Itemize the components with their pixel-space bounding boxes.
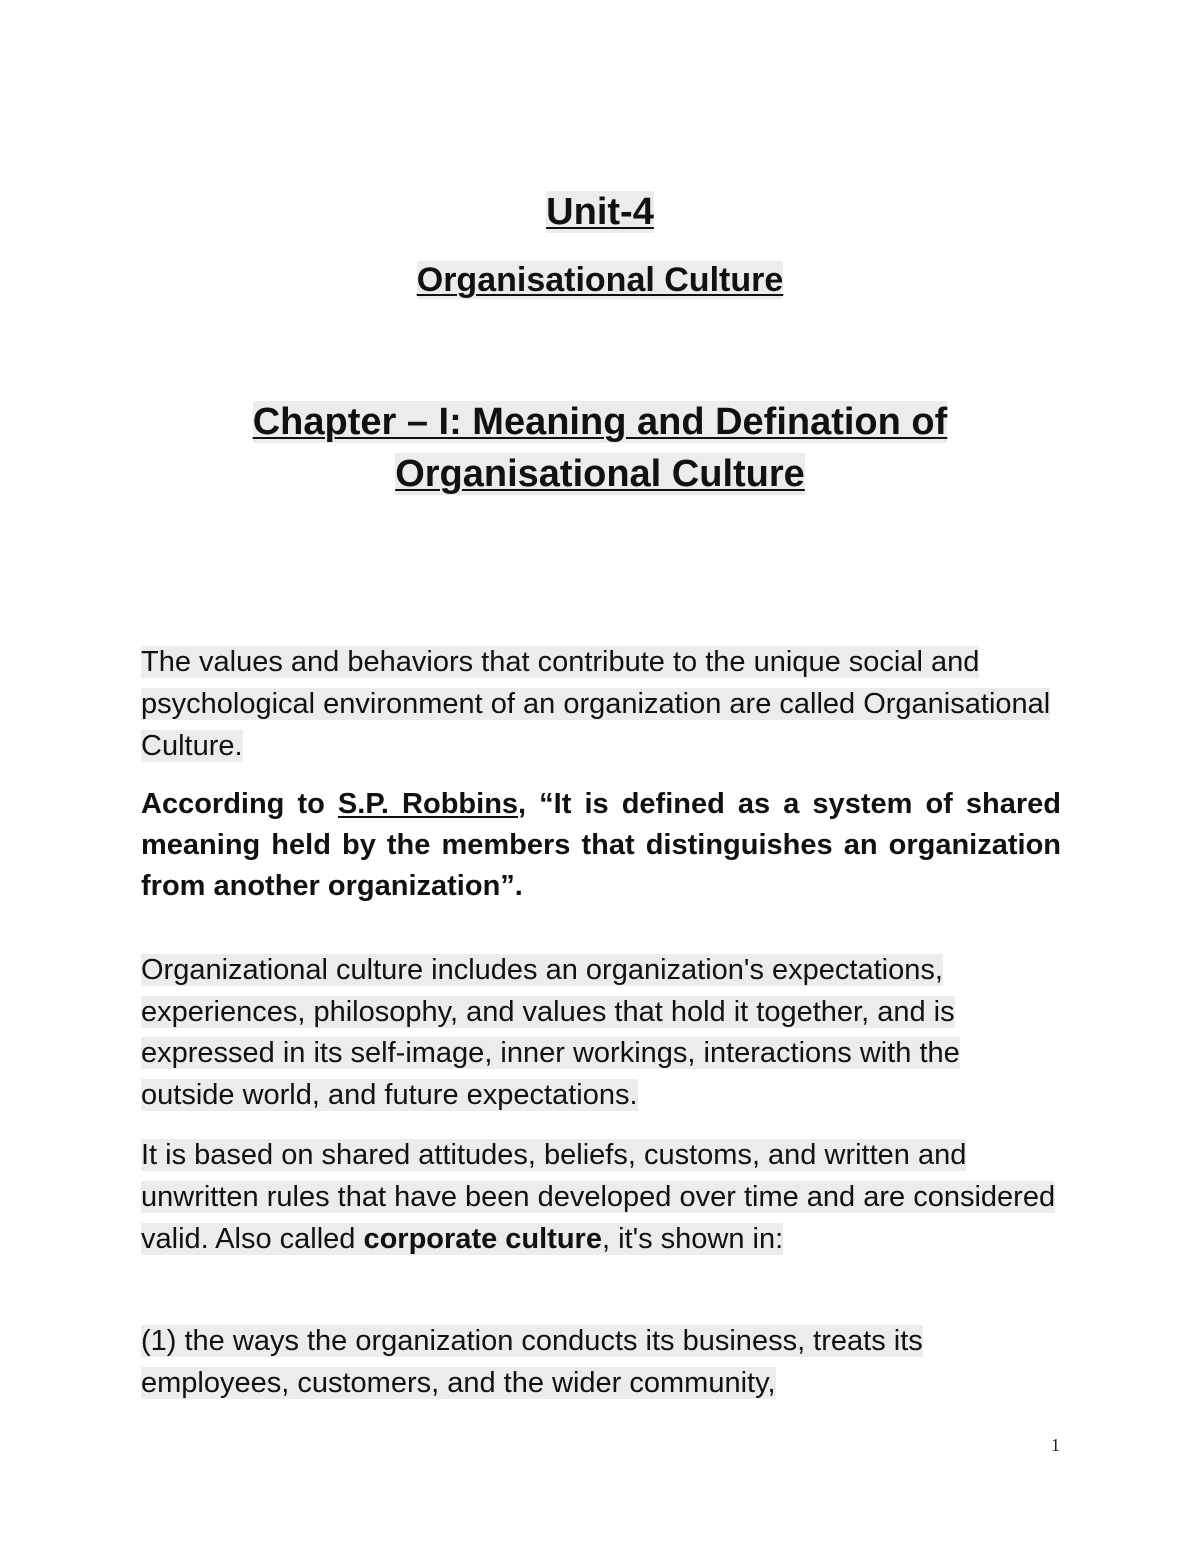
definition-paragraph xyxy=(141,641,1061,767)
chapter-title xyxy=(0,396,1200,500)
shared-attitudes-paragraph xyxy=(141,1134,1061,1260)
page-number: 1 xyxy=(1051,1435,1060,1455)
unit-title xyxy=(0,188,1200,236)
definition-text: The values and behaviors that contribute to the unique social and psychological environment of an organization are called Organisational Culture. xyxy=(141,646,1051,762)
list-item-1 xyxy=(141,1320,1061,1404)
chapter-title-line1: Chapter – I: Meaning and Defination of xyxy=(252,401,948,443)
shared-attitudes-before: It is based on shared attitudes, beliefs, customs, and written and unwritten rules that have been developed over time and are considered valid. Also called xyxy=(141,1139,1056,1255)
chapter-title-line2: Organisational Culture xyxy=(395,453,805,495)
list-item-1-text: (1) the ways the organization conducts its business, treats its employees, customers, and the wider community, xyxy=(141,1325,923,1399)
corporate-culture-term: corporate culture xyxy=(363,1223,602,1255)
subject-title xyxy=(0,258,1200,302)
robbins-quote: , “It is defined as a system of shared meaning held by the members that distinguishes an organization from another organization”. xyxy=(141,788,1062,902)
robbins-quote-paragraph xyxy=(141,784,1061,907)
culture-includes-paragraph xyxy=(141,950,1061,1116)
robbins-prefix: According to xyxy=(141,788,338,820)
unit-title-text: Unit-4 xyxy=(546,191,654,233)
robbins-author: S.P. Robbins xyxy=(337,788,519,820)
shared-attitudes-text xyxy=(141,1139,1055,1255)
shared-attitudes-after: , it's shown in: xyxy=(601,1223,784,1255)
subject-title-text: Organisational Culture xyxy=(416,261,784,299)
culture-includes-text: Organizational culture includes an organization's expectations, experiences, philosophy, and values that hold it together, and is expressed in its self-image, inner workings, interactions with the outside world, and future expectations. xyxy=(141,954,960,1111)
